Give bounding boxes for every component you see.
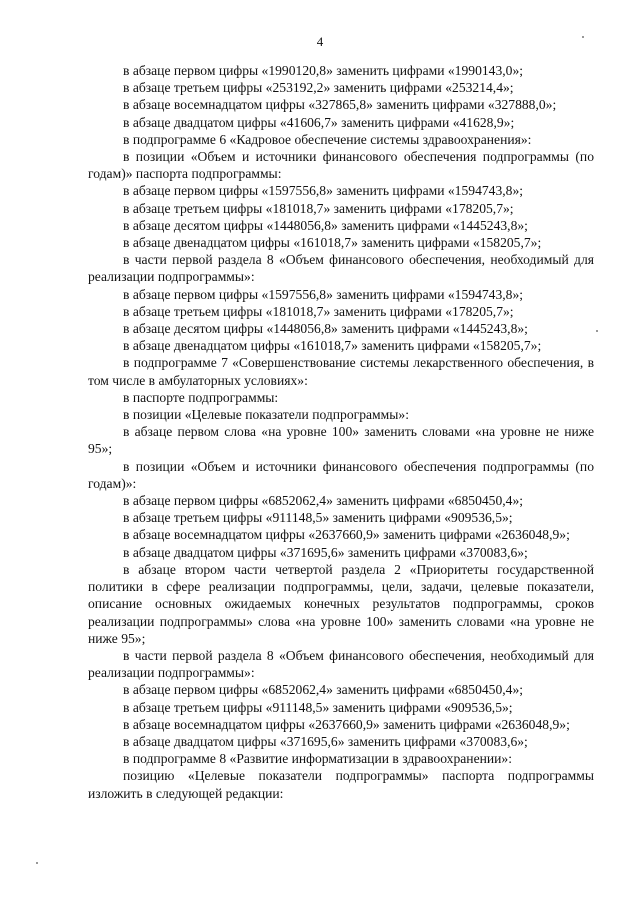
paragraph: в абзаце втором части четвертой раздела 2 «Приоритеты государственной политики в сфере реализации подпрограммы, цели, задачи, целевые показатели, описание основных ожидаемых конечных результатов подпрограммы, сроков реализации подпрограммы» слова «на уровне 100» заменить словами «на уровне не ниже 95»; bbox=[88, 561, 594, 646]
paragraph: в абзаце двадцатом цифры «41606,7» заменить цифрами «41628,9»; bbox=[123, 114, 515, 130]
paragraph: в абзаце третьем цифры «911148,5» заменить цифрами «909536,5»; bbox=[123, 699, 513, 715]
paragraph: в подпрограмме 7 «Совершенствование системы лекарственного обеспечения, в том числе в амбулаторных условиях»: bbox=[88, 355, 594, 388]
paragraph: в позиции «Целевые показатели подпрограммы»: bbox=[123, 407, 409, 423]
paragraph: в абзаце первом цифры «6852062,4» заменить цифрами «6850450,4»; bbox=[123, 682, 524, 698]
paragraph: в абзаце двадцатом цифры «371695,6» заменить цифрами «370083,6»; bbox=[123, 733, 528, 749]
scan-speck bbox=[36, 862, 38, 864]
paragraph: в абзаце первом цифры «6852062,4» заменить цифрами «6850450,4»; bbox=[123, 493, 524, 509]
paragraph: в абзаце первом цифры «1990120,8» заменить цифрами «1990143,0»; bbox=[123, 63, 524, 78]
scan-speck bbox=[582, 36, 584, 38]
paragraph: в абзаце двенадцатом цифры «161018,7» заменить цифрами «158205,7»; bbox=[123, 235, 542, 251]
paragraph: в подпрограмме 6 «Кадровое обеспечение системы здравоохранения»: bbox=[123, 131, 532, 147]
paragraph: в абзаце восемнадцатом цифры «2637660,9» заменить цифрами «2636048,9»; bbox=[123, 527, 570, 543]
paragraph: в абзаце первом цифры «1597556,8» заменить цифрами «1594743,8»; bbox=[123, 286, 524, 302]
paragraph: в абзаце третьем цифры «181018,7» заменить цифрами «178205,7»; bbox=[123, 303, 514, 319]
scan-speck bbox=[596, 330, 598, 332]
paragraph: в абзаце третьем цифры «181018,7» заменить цифрами «178205,7»; bbox=[123, 200, 514, 216]
paragraph: в абзаце восемнадцатом цифры «327865,8» заменить цифрами «327888,0»; bbox=[123, 97, 557, 113]
paragraph: в абзаце третьем цифры «911148,5» заменить цифрами «909536,5»; bbox=[123, 510, 513, 526]
page-number: 4 bbox=[316, 34, 324, 49]
paragraph: в абзаце десятом цифры «1448056,8» заменить цифрами «1445243,8»; bbox=[123, 321, 528, 337]
paragraph: в паспорте подпрограммы: bbox=[123, 389, 279, 405]
paragraph: в абзаце первом слова «на уровне 100» заменить словами «на уровне не ниже 95»; bbox=[88, 424, 594, 457]
paragraph: в позиции «Объем и источники финансового обеспечения подпрограммы (по годам)» паспорта подпрограммы: bbox=[88, 149, 594, 182]
paragraph: в абзаце третьем цифры «253192,2» заменить цифрами «253214,4»; bbox=[123, 80, 514, 96]
paragraph: в позиции «Объем и источники финансового обеспечения подпрограммы (по годам)»: bbox=[88, 458, 594, 491]
paragraph: в абзаце первом цифры «1597556,8» заменить цифрами «1594743,8»; bbox=[123, 183, 524, 199]
paragraph: в части первой раздела 8 «Объем финансового обеспечения, необходимый для реализации подпрограммы»: bbox=[88, 252, 594, 285]
paragraph: в абзаце двенадцатом цифры «161018,7» заменить цифрами «158205,7»; bbox=[123, 338, 542, 354]
paragraph: в подпрограмме 8 «Развитие информатизации в здравоохранении»: bbox=[123, 751, 513, 767]
paragraph: в абзаце двадцатом цифры «371695,6» заменить цифрами «370083,6»; bbox=[123, 544, 528, 560]
paragraph: в абзаце восемнадцатом цифры «2637660,9» заменить цифрами «2636048,9»; bbox=[123, 716, 570, 732]
document-body bbox=[88, 62, 594, 802]
paragraph: в части первой раздела 8 «Объем финансового обеспечения, необходимый для реализации подпрограммы»: bbox=[88, 647, 594, 681]
paragraph: в абзаце десятом цифры «1448056,8» заменить цифрами «1445243,8»; bbox=[123, 217, 528, 233]
paragraph: позицию «Целевые показатели подпрограммы» паспорта подпрограммы изложить в следующей редакции: bbox=[88, 768, 594, 801]
